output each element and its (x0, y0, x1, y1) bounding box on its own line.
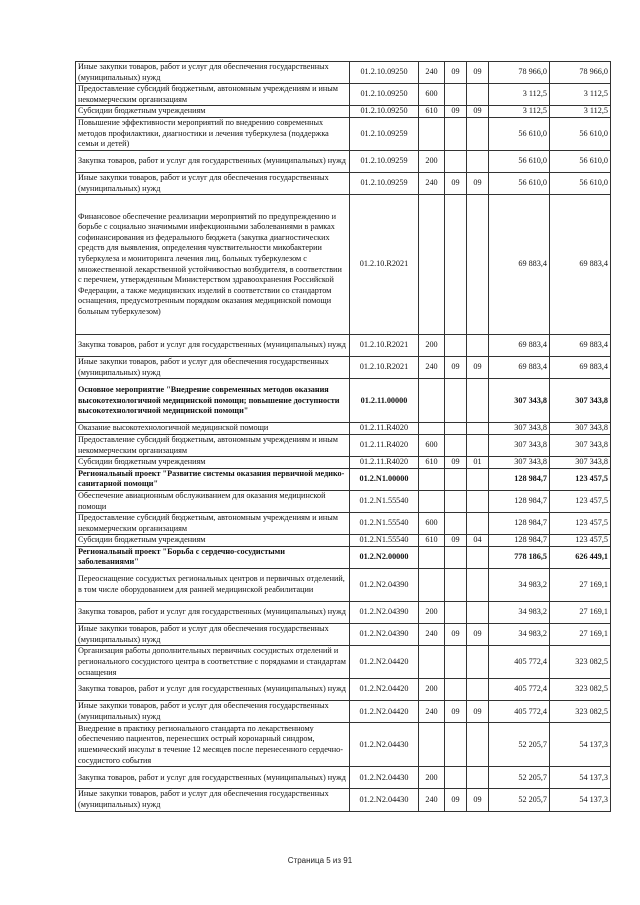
table-row (76, 106, 611, 118)
page-footer: Страница 5 из 91 (287, 856, 353, 865)
row-code-cell: 01.2.N2.04430 (350, 723, 419, 767)
row-name-cell: Внедрение в практику регионального стандарта по лекарственному обеспечению пациентов, перенесших острый коронарный синдром, ишемический инсульт в течение 12 месяцев после перенесенного сердечно-сосудистого события (76, 723, 350, 767)
row-value-2019-cell: 69 883,4 (489, 195, 550, 335)
budget-table (75, 61, 611, 812)
row-rz-cell (445, 513, 467, 535)
row-vr-cell: 240 (419, 62, 445, 84)
row-pr-cell: 01 (467, 457, 489, 469)
row-code-cell: 01.2.N1.55540 (350, 490, 419, 512)
row-value-2019-cell: 405 772,4 (489, 701, 550, 723)
row-pr-cell (467, 117, 489, 150)
row-rz-cell (445, 335, 467, 357)
row-name-cell: Повышение эффективности мероприятий по внедрению современных методов профилактики, диагностики и лечения туберкулеза (поддержка семьи и детей) (76, 117, 350, 150)
row-value-2019-cell: 56 610,0 (489, 150, 550, 172)
row-value-2019-cell: 3 112,5 (489, 106, 550, 118)
row-value-2019-cell: 128 984,7 (489, 468, 550, 490)
row-value-2019-cell: 128 984,7 (489, 490, 550, 512)
row-code-cell: 01.2.N2.04420 (350, 679, 419, 701)
row-rz-cell: 09 (445, 62, 467, 84)
row-value-2020-cell: 3 112,5 (550, 106, 611, 118)
row-name-cell: Иные закупки товаров, работ и услуг для обеспечения государственных (муниципальных) нужд (76, 172, 350, 194)
row-value-2020-cell: 323 082,5 (550, 646, 611, 679)
row-name-cell: Иные закупки товаров, работ и услуг для обеспечения государственных (муниципальных) нужд (76, 789, 350, 811)
row-name-cell: Закупка товаров, работ и услуг для государственных (муниципальных) нужд (76, 335, 350, 357)
row-rz-cell: 09 (445, 624, 467, 646)
table-row (76, 602, 611, 624)
row-code-cell: 01.2.N2.04430 (350, 789, 419, 811)
table-row (76, 468, 611, 490)
row-rz-cell (445, 569, 467, 602)
row-value-2019-cell: 52 205,7 (489, 789, 550, 811)
row-code-cell: 01.2.10.09259 (350, 150, 419, 172)
table-row (76, 546, 611, 568)
row-value-2019-cell: 307 343,8 (489, 379, 550, 423)
row-pr-cell (467, 546, 489, 568)
row-pr-cell (467, 379, 489, 423)
table-row (76, 335, 611, 357)
row-vr-cell (419, 569, 445, 602)
row-name-cell: Субсидии бюджетным учреждениям (76, 457, 350, 469)
table-row (76, 84, 611, 106)
row-vr-cell: 200 (419, 767, 445, 789)
table-body (76, 62, 611, 812)
row-vr-cell: 610 (419, 535, 445, 547)
row-pr-cell (467, 423, 489, 435)
row-vr-cell: 200 (419, 150, 445, 172)
row-name-cell: Закупка товаров, работ и услуг для государственных (муниципальных) нужд (76, 150, 350, 172)
row-vr-cell: 600 (419, 84, 445, 106)
row-name-cell: Иные закупки товаров, работ и услуг для обеспечения государственных (муниципальных) нужд (76, 701, 350, 723)
row-code-cell: 01.2.N2.04420 (350, 701, 419, 723)
row-name-cell: Переоснащение сосудистых региональных центров и первичных отделений, в том числе оборудованием для ранней медицинской реабилитации (76, 569, 350, 602)
row-value-2019-cell: 778 186,5 (489, 546, 550, 568)
row-rz-cell: 09 (445, 357, 467, 379)
row-name-cell: Субсидии бюджетным учреждениям (76, 106, 350, 118)
table-row (76, 379, 611, 423)
row-value-2019-cell: 69 883,4 (489, 335, 550, 357)
row-name-cell: Обеспечение авиационным обслуживанием для оказания медицинской помощи (76, 490, 350, 512)
row-vr-cell: 610 (419, 457, 445, 469)
row-value-2020-cell: 69 883,4 (550, 335, 611, 357)
row-rz-cell (445, 767, 467, 789)
row-value-2020-cell: 307 343,8 (550, 457, 611, 469)
row-name-cell: Оказание высокотехнологичной медицинской помощи (76, 423, 350, 435)
row-value-2020-cell: 307 343,8 (550, 423, 611, 435)
row-pr-cell (467, 195, 489, 335)
row-code-cell: 01.2.N2.00000 (350, 546, 419, 568)
row-value-2020-cell: 323 082,5 (550, 679, 611, 701)
row-pr-cell (467, 434, 489, 456)
row-value-2020-cell: 27 169,1 (550, 602, 611, 624)
row-rz-cell (445, 646, 467, 679)
row-vr-cell (419, 379, 445, 423)
row-code-cell: 01.2.10.09250 (350, 62, 419, 84)
row-name-cell: Предоставление субсидий бюджетным, автономным учреждениям и иным некоммерческим организациям (76, 84, 350, 106)
row-vr-cell (419, 468, 445, 490)
row-value-2020-cell: 69 883,4 (550, 195, 611, 335)
table-row (76, 679, 611, 701)
row-pr-cell: 04 (467, 535, 489, 547)
row-vr-cell: 200 (419, 602, 445, 624)
row-rz-cell: 09 (445, 172, 467, 194)
row-value-2019-cell: 128 984,7 (489, 535, 550, 547)
row-pr-cell (467, 646, 489, 679)
row-code-cell: 01.2.N1.00000 (350, 468, 419, 490)
row-code-cell: 01.2.N1.55540 (350, 535, 419, 547)
table-row (76, 513, 611, 535)
table-row (76, 150, 611, 172)
table-row (76, 535, 611, 547)
row-value-2019-cell: 34 983,2 (489, 624, 550, 646)
row-value-2019-cell: 34 983,2 (489, 602, 550, 624)
row-value-2020-cell: 27 169,1 (550, 624, 611, 646)
row-pr-cell: 09 (467, 172, 489, 194)
row-vr-cell (419, 723, 445, 767)
row-value-2019-cell: 405 772,4 (489, 646, 550, 679)
row-pr-cell (467, 679, 489, 701)
row-code-cell: 01.2.N2.04390 (350, 624, 419, 646)
row-value-2019-cell: 128 984,7 (489, 513, 550, 535)
row-pr-cell (467, 150, 489, 172)
row-rz-cell (445, 423, 467, 435)
row-value-2020-cell: 307 343,8 (550, 379, 611, 423)
row-name-cell: Основное мероприятие "Внедрение современных методов оказания высокотехнологичной медицинской помощи; повышение доступности высокотехнологичной медицинской помощи" (76, 379, 350, 423)
row-rz-cell (445, 468, 467, 490)
row-rz-cell: 09 (445, 701, 467, 723)
row-vr-cell: 610 (419, 106, 445, 118)
row-pr-cell (467, 84, 489, 106)
row-value-2020-cell: 56 610,0 (550, 150, 611, 172)
table-row (76, 723, 611, 767)
row-name-cell: Закупка товаров, работ и услуг для государственных (муниципальных) нужд (76, 767, 350, 789)
row-vr-cell: 240 (419, 172, 445, 194)
row-code-cell: 01.2.N2.04430 (350, 767, 419, 789)
row-pr-cell (467, 602, 489, 624)
row-value-2020-cell: 307 343,8 (550, 434, 611, 456)
row-value-2020-cell: 54 137,3 (550, 767, 611, 789)
row-value-2019-cell: 52 205,7 (489, 767, 550, 789)
row-rz-cell (445, 84, 467, 106)
row-pr-cell (467, 767, 489, 789)
row-rz-cell (445, 150, 467, 172)
table-row (76, 457, 611, 469)
row-pr-cell (467, 569, 489, 602)
row-value-2020-cell: 54 137,3 (550, 723, 611, 767)
row-name-cell: Предоставление субсидий бюджетным, автономным учреждениям и иным некоммерческим организациям (76, 513, 350, 535)
row-value-2019-cell: 3 112,5 (489, 84, 550, 106)
table-row (76, 646, 611, 679)
row-vr-cell: 240 (419, 624, 445, 646)
row-name-cell: Предоставление субсидий бюджетным, автономным учреждениям и иным некоммерческим организациям (76, 434, 350, 456)
row-value-2020-cell: 54 137,3 (550, 789, 611, 811)
table-row (76, 624, 611, 646)
row-value-2020-cell: 123 457,5 (550, 513, 611, 535)
table-row (76, 62, 611, 84)
row-vr-cell (419, 117, 445, 150)
row-name-cell: Организация работы дополнительных первичных сосудистых отделений и регионального сосудистого центра в соответствие с порядками и стандартам оснащения (76, 646, 350, 679)
row-pr-cell (467, 490, 489, 512)
row-pr-cell: 09 (467, 789, 489, 811)
row-pr-cell (467, 723, 489, 767)
row-value-2019-cell: 69 883,4 (489, 357, 550, 379)
row-rz-cell: 09 (445, 457, 467, 469)
row-pr-cell (467, 468, 489, 490)
row-code-cell: 01.2.10.09259 (350, 172, 419, 194)
table-row (76, 490, 611, 512)
row-name-cell: Региональный проект "Борьба с сердечно-сосудистыми заболеваниями" (76, 546, 350, 568)
row-vr-cell: 600 (419, 513, 445, 535)
row-pr-cell: 09 (467, 357, 489, 379)
row-code-cell: 01.2.11.R4020 (350, 423, 419, 435)
row-code-cell: 01.2.10.09250 (350, 84, 419, 106)
row-vr-cell: 200 (419, 335, 445, 357)
row-value-2019-cell: 307 343,8 (489, 434, 550, 456)
row-rz-cell (445, 195, 467, 335)
row-rz-cell (445, 546, 467, 568)
row-rz-cell (445, 723, 467, 767)
row-pr-cell: 09 (467, 106, 489, 118)
row-pr-cell (467, 335, 489, 357)
row-name-cell: Иные закупки товаров, работ и услуг для обеспечения государственных (муниципальных) нужд (76, 357, 350, 379)
table-row (76, 434, 611, 456)
row-vr-cell: 240 (419, 789, 445, 811)
row-value-2020-cell: 626 449,1 (550, 546, 611, 568)
row-rz-cell: 09 (445, 535, 467, 547)
row-vr-cell: 200 (419, 679, 445, 701)
row-code-cell: 01.2.11.00000 (350, 379, 419, 423)
table-row (76, 357, 611, 379)
row-code-cell: 01.2.10.R2021 (350, 357, 419, 379)
row-vr-cell (419, 195, 445, 335)
row-value-2020-cell: 123 457,5 (550, 535, 611, 547)
row-rz-cell (445, 434, 467, 456)
row-code-cell: 01.2.N1.55540 (350, 513, 419, 535)
row-rz-cell (445, 602, 467, 624)
row-code-cell: 01.2.N2.04420 (350, 646, 419, 679)
table-row (76, 767, 611, 789)
row-vr-cell: 600 (419, 434, 445, 456)
row-rz-cell (445, 117, 467, 150)
row-value-2019-cell: 78 966,0 (489, 62, 550, 84)
row-value-2019-cell: 56 610,0 (489, 172, 550, 194)
table-row (76, 423, 611, 435)
row-code-cell: 01.2.10.R2021 (350, 195, 419, 335)
row-code-cell: 01.2.N2.04390 (350, 602, 419, 624)
table-row (76, 172, 611, 194)
row-value-2019-cell: 405 772,4 (489, 679, 550, 701)
row-vr-cell (419, 423, 445, 435)
row-value-2020-cell: 323 082,5 (550, 701, 611, 723)
row-value-2020-cell: 56 610,0 (550, 172, 611, 194)
row-code-cell: 01.2.11.R4020 (350, 457, 419, 469)
row-value-2020-cell: 123 457,5 (550, 468, 611, 490)
row-vr-cell (419, 546, 445, 568)
row-name-cell: Иные закупки товаров, работ и услуг для обеспечения государственных (муниципальных) нужд (76, 624, 350, 646)
row-rz-cell: 09 (445, 106, 467, 118)
row-name-cell: Закупка товаров, работ и услуг для государственных (муниципальных) нужд (76, 602, 350, 624)
row-value-2019-cell: 307 343,8 (489, 457, 550, 469)
table-row (76, 789, 611, 811)
row-rz-cell (445, 490, 467, 512)
row-vr-cell (419, 490, 445, 512)
row-code-cell: 01.2.N2.04390 (350, 569, 419, 602)
row-name-cell: Субсидии бюджетным учреждениям (76, 535, 350, 547)
row-value-2019-cell: 34 983,2 (489, 569, 550, 602)
row-code-cell: 01.2.10.09259 (350, 117, 419, 150)
row-name-cell: Финансовое обеспечение реализации мероприятий по предупреждению и борьбе с социально значимыми инфекционными заболеваниями в рамках софинансирования из федерального бюджета (закупка диагностических средств для выявления, определения чувствительности микобактерии туберкулеза и мониторинга лечения лиц, больных туберкулезом с множественной лекарственной устойчивостью возбудителя, в соответствии с перечнем, утвержденным Министерством здравоохранения Российской Федерации, а также медицинских изделий в соответствии со стандартом оснащения, предусмотренным порядком оказания медицинской помощи больным туберкулезом) (76, 195, 350, 335)
table-row (76, 195, 611, 335)
table-row (76, 117, 611, 150)
row-vr-cell (419, 646, 445, 679)
row-value-2020-cell: 123 457,5 (550, 490, 611, 512)
row-pr-cell: 09 (467, 624, 489, 646)
row-name-cell: Иные закупки товаров, работ и услуг для обеспечения государственных (муниципальных) нужд (76, 62, 350, 84)
row-name-cell: Региональный проект "Развитие системы оказания первичной медико-санитарной помощи" (76, 468, 350, 490)
row-value-2020-cell: 3 112,5 (550, 84, 611, 106)
row-rz-cell (445, 679, 467, 701)
row-code-cell: 01.2.11.R4020 (350, 434, 419, 456)
row-rz-cell: 09 (445, 789, 467, 811)
row-pr-cell (467, 513, 489, 535)
row-value-2019-cell: 52 205,7 (489, 723, 550, 767)
row-vr-cell: 240 (419, 701, 445, 723)
row-vr-cell: 240 (419, 357, 445, 379)
row-code-cell: 01.2.10.R2021 (350, 335, 419, 357)
row-value-2020-cell: 78 966,0 (550, 62, 611, 84)
table-row (76, 569, 611, 602)
table-row (76, 701, 611, 723)
row-name-cell: Закупка товаров, работ и услуг для государственных (муниципальных) нужд (76, 679, 350, 701)
row-rz-cell (445, 379, 467, 423)
row-value-2019-cell: 56 610,0 (489, 117, 550, 150)
row-pr-cell: 09 (467, 62, 489, 84)
row-value-2020-cell: 69 883,4 (550, 357, 611, 379)
row-value-2020-cell: 27 169,1 (550, 569, 611, 602)
row-pr-cell: 09 (467, 701, 489, 723)
row-code-cell: 01.2.10.09250 (350, 106, 419, 118)
row-value-2019-cell: 307 343,8 (489, 423, 550, 435)
row-value-2020-cell: 56 610,0 (550, 117, 611, 150)
